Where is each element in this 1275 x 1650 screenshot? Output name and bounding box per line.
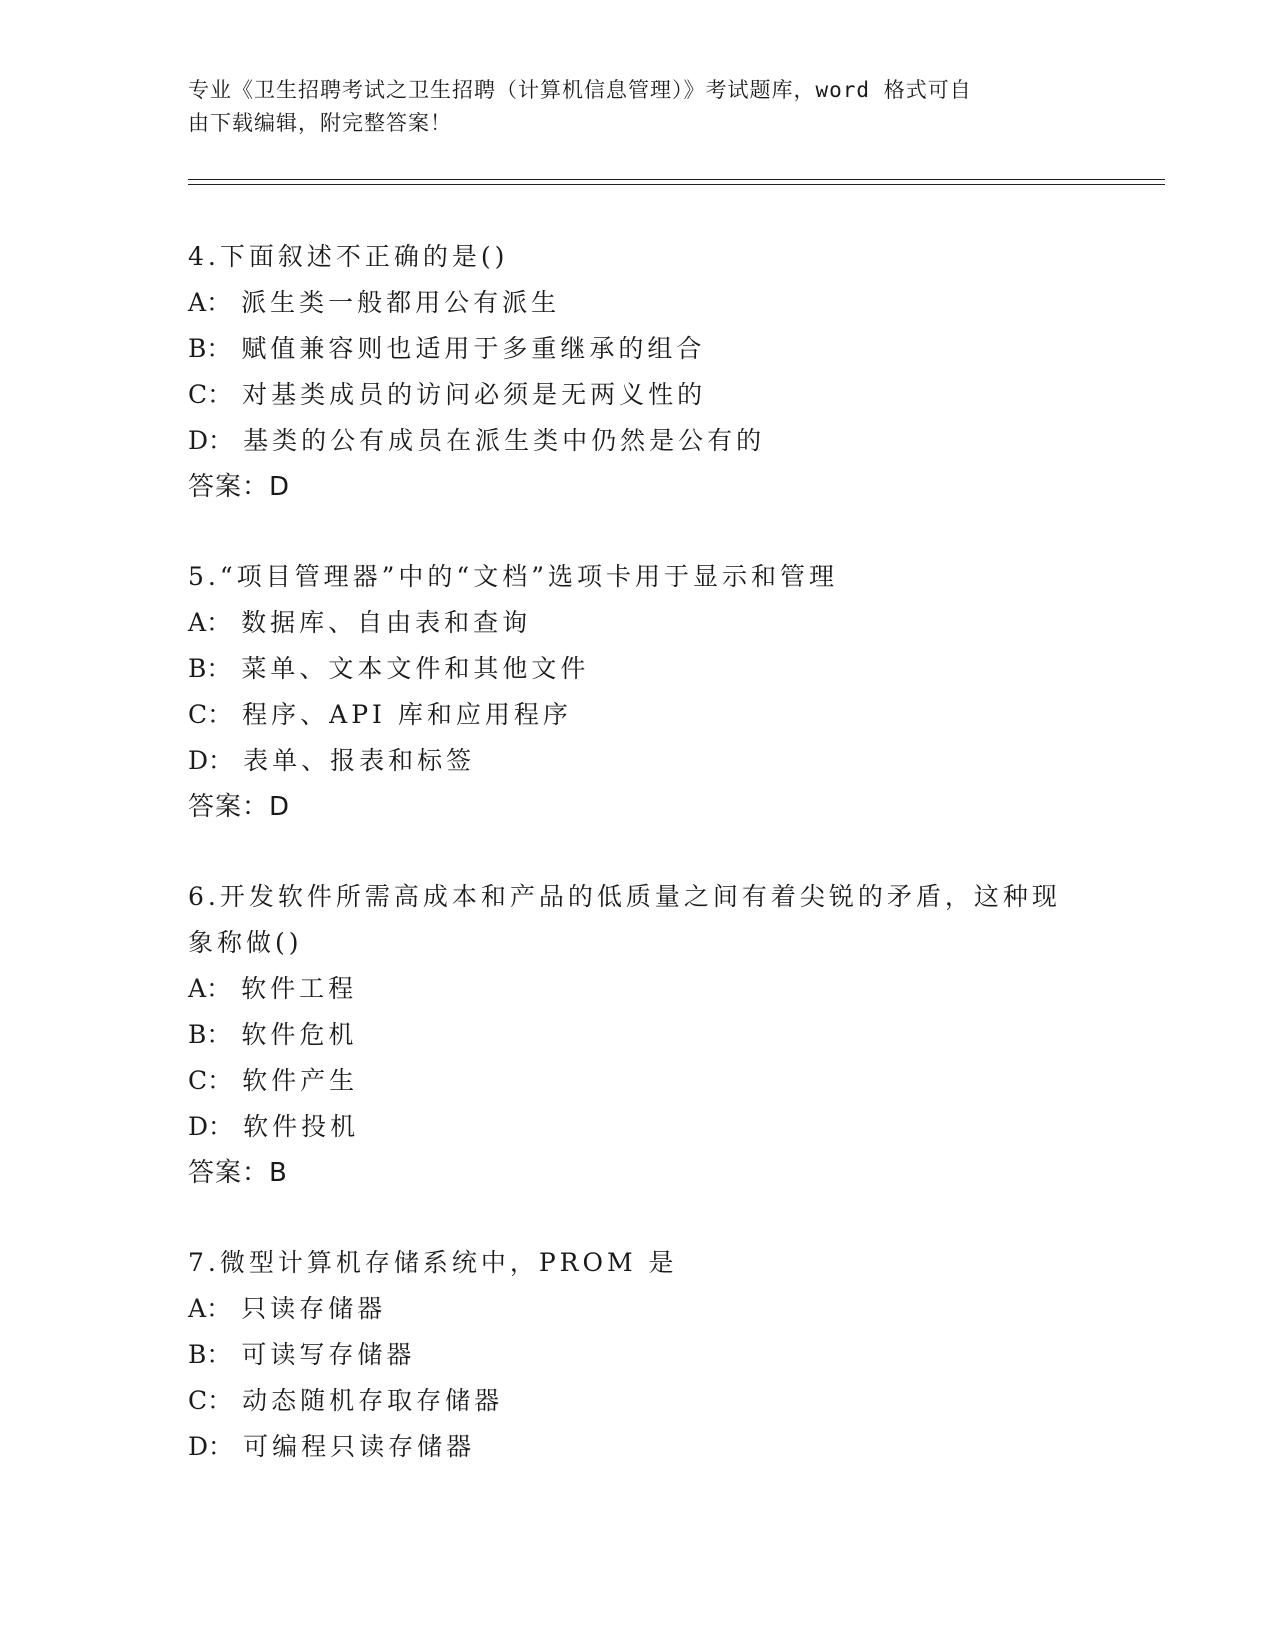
question-6 [188, 874, 1088, 1196]
option-letter: D [188, 426, 209, 455]
option-c [188, 1058, 1088, 1104]
option-letter: B [188, 334, 207, 363]
option-text: 只读存储器 [241, 1294, 387, 1323]
option-text: 软件工程 [241, 974, 358, 1003]
option-c [188, 692, 1088, 738]
option-text: 程序、API 库和应用程序 [242, 700, 572, 729]
header-divider-top [188, 179, 1165, 180]
option-text: 软件危机 [241, 1020, 358, 1049]
option-separator: ： [208, 1112, 234, 1141]
option-separator: ： [207, 380, 233, 409]
option-separator: ： [206, 288, 232, 317]
option-letter: B [188, 1020, 207, 1049]
question-stem: 6.开发软件所需高成本和产品的低质量之间有着尖锐的矛盾，这种现象称做() [188, 882, 1061, 957]
option-letter: C [188, 1066, 208, 1095]
option-d [188, 418, 1088, 464]
option-d [188, 1104, 1088, 1150]
option-separator: ： [206, 1020, 232, 1049]
question-4 [188, 234, 1088, 510]
option-a [188, 966, 1088, 1012]
header-line-1: 专业《卫生招聘考试之卫生招聘（计算机信息管理）》考试题库，word 格式可自 [188, 78, 972, 102]
option-letter: C [188, 380, 208, 409]
question-stem: 7.微型计算机存储系统中，PROM 是 [188, 1248, 678, 1277]
header-line-2: 由下载编辑，附完整答案！ [188, 111, 452, 135]
option-letter: D [188, 1112, 209, 1141]
option-letter: C [188, 1386, 208, 1415]
option-text: 对基类成员的访问必须是无两义性的 [242, 380, 707, 409]
option-text: 可编程只读存储器 [243, 1432, 476, 1461]
option-c [188, 1378, 1088, 1424]
option-separator: ： [206, 654, 232, 683]
option-separator: ： [207, 1386, 233, 1415]
option-text: 软件产生 [242, 1066, 359, 1095]
question-7 [188, 1240, 1088, 1470]
option-separator: ： [206, 334, 232, 363]
option-separator: ： [206, 974, 232, 1003]
option-letter: A [188, 974, 207, 1003]
option-b [188, 326, 1088, 372]
question-stem: 5.“项目管理器”中的“文档”选项卡用于显示和管理 [188, 562, 838, 591]
option-d [188, 738, 1088, 784]
option-text: 软件投机 [243, 1112, 360, 1141]
document-header [188, 74, 1088, 140]
option-b [188, 1332, 1088, 1378]
option-text: 动态随机存取存储器 [242, 1386, 504, 1415]
option-letter: B [188, 1340, 207, 1369]
option-b [188, 646, 1088, 692]
header-divider-bottom [188, 184, 1165, 185]
option-c [188, 372, 1088, 418]
option-text: 菜单、文本文件和其他文件 [241, 654, 590, 683]
option-separator: ： [207, 700, 233, 729]
option-a [188, 600, 1088, 646]
option-text: 派生类一般都用公有派生 [241, 288, 561, 317]
option-text: 赋值兼容则也适用于多重继承的组合 [241, 334, 706, 363]
option-a [188, 1286, 1088, 1332]
option-separator: ： [206, 1294, 232, 1323]
answer-line: 答案：B [188, 1158, 288, 1188]
option-d [188, 1424, 1088, 1470]
question-5 [188, 554, 1088, 830]
option-separator: ： [208, 1432, 234, 1461]
answer-line: 答案：D [188, 792, 291, 822]
option-text: 数据库、自由表和查询 [241, 608, 532, 637]
option-separator: ： [208, 746, 234, 775]
answer-line: 答案：D [188, 472, 291, 502]
option-separator: ： [207, 1066, 233, 1095]
option-letter: C [188, 700, 208, 729]
option-separator: ： [206, 608, 232, 637]
option-text: 表单、报表和标签 [243, 746, 476, 775]
option-separator: ： [206, 1340, 232, 1369]
option-text: 可读写存储器 [241, 1340, 416, 1369]
option-b [188, 1012, 1088, 1058]
question-stem: 4.下面叙述不正确的是() [188, 242, 509, 271]
option-letter: A [188, 288, 207, 317]
option-letter: B [188, 654, 207, 683]
option-letter: D [188, 746, 209, 775]
option-letter: D [188, 1432, 209, 1461]
option-separator: ： [208, 426, 234, 455]
option-a [188, 280, 1088, 326]
option-letter: A [188, 608, 207, 637]
option-text: 基类的公有成员在派生类中仍然是公有的 [243, 426, 766, 455]
option-letter: A [188, 1294, 207, 1323]
